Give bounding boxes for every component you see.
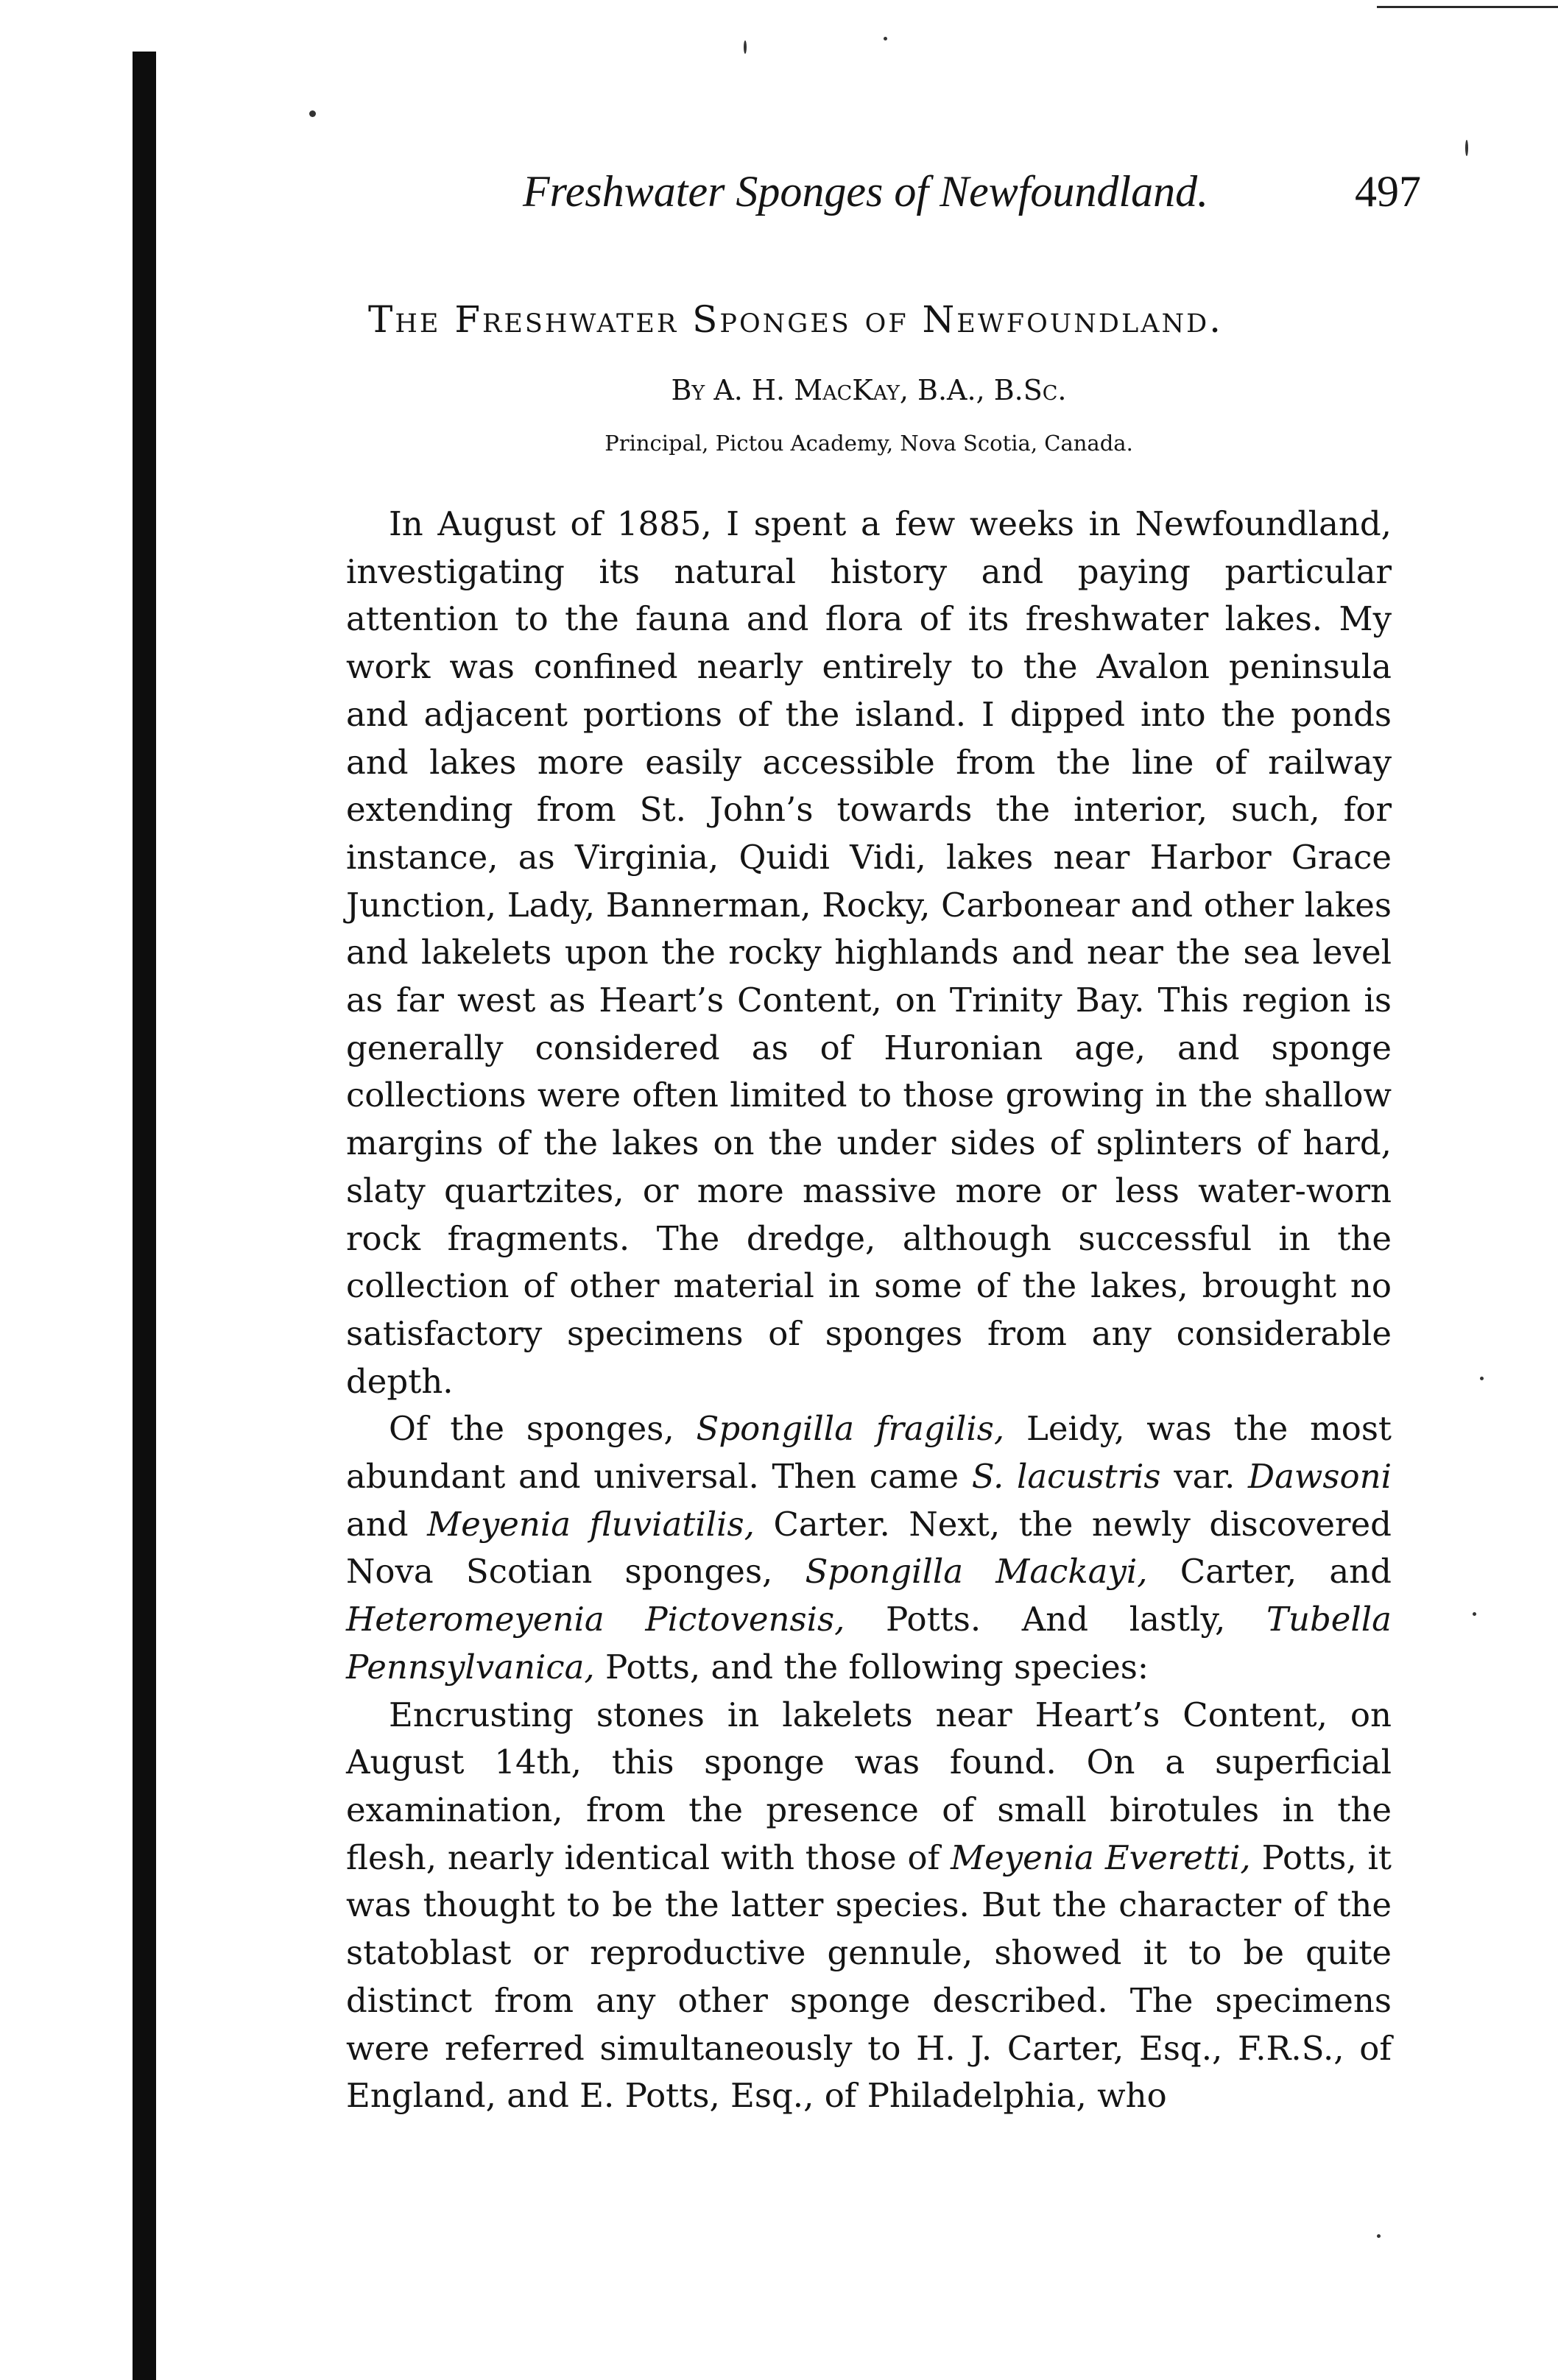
page-binding-edge	[133, 52, 156, 2380]
species-name: Tubella Pennsylvanica,	[346, 1600, 1392, 1687]
species-name: S. lacustris	[971, 1457, 1161, 1497]
text-run: Carter. Next, the newly discovered Nova Scotian sponges,	[346, 1504, 1392, 1592]
text-run: In August of 1885, I spent a few weeks in Newfoundland, investigating its natural history and paying particular attention to the fauna and flora of its freshwater lakes. My work was confined nearly entirely to the Avalon peninsula and adjacent portions of the island. I dipped into the ponds and lakes more easily accessible from the line of railway extending from St. John’s towards the interior, such, for instance, as Virginia, Quidi Vidi, lakes near Harbor Grace Junction, Lady, Bannerman, Rocky, Carbonear and other lakes and lakelets upon the rocky highlands and near the sea level as far west as Heart’s Content, on Trinity Bay. This region is generally considered as of Huronian age, and sponge collections were often limited to those growing in the shallow margins of the lakes on the under sides of splinters of hard, slaty quartzites, or more massive more or less water-worn rock fragments. The dredge, although successful in the collection of other material in some of the lakes, brought no satisfactory specimens of sponges from any considerable depth.	[346, 504, 1392, 1401]
species-name: Spongilla Mackayi,	[805, 1552, 1148, 1592]
page-number: 497	[1355, 167, 1421, 216]
article-body	[346, 501, 1392, 2120]
text-run: Carter, and	[1147, 1552, 1392, 1592]
body-paragraph	[346, 1405, 1392, 1691]
text-run: Leidy, was the most abundant and universal. Then came	[346, 1409, 1392, 1497]
scan-speck	[884, 37, 887, 40]
scan-speck	[1473, 1612, 1476, 1616]
text-run: Potts, it was thought to be the latter species. But the character of the statoblast or reproductive gennule, showed it to be quite distinct from any other sponge described. The specimens were referred simultaneously to H. J. Carter, Esq., F.R.S., of England, and E. Potts, Esq., of Philadelphia, who	[346, 1837, 1392, 2116]
text-run: and	[346, 1504, 428, 1544]
species-name: Heteromeyenia Pictovensis,	[346, 1600, 845, 1639]
text-run: var.	[1160, 1457, 1248, 1497]
body-paragraph	[346, 501, 1392, 1405]
text-run: Potts. And lastly,	[845, 1600, 1266, 1639]
species-name: Meyenia fluviatilis,	[427, 1504, 755, 1544]
scan-speck	[1465, 140, 1468, 156]
running-title: Freshwater Sponges of Newfoundland.	[523, 167, 1209, 216]
text-run: Encrusting stones in lakelets near Heart’s Content, on August 14th, this sponge was found. On a superficial examination, from the presence of small birotules in the flesh, nearly identical with those of	[346, 1695, 1392, 1877]
species-name: Spongilla fragilis,	[696, 1409, 1005, 1449]
scan-speck	[744, 40, 747, 54]
text-run: Of the sponges,	[389, 1409, 697, 1449]
article-byline: By A. H. MacKay, B.A., B.Sc.	[671, 374, 1067, 406]
scan-speck	[1480, 1377, 1484, 1380]
author-affiliation: Principal, Pictou Academy, Nova Scotia, Canada.	[604, 431, 1133, 456]
article-title: The Freshwater Sponges of Newfoundland.	[368, 298, 1224, 341]
scan-speck	[309, 110, 316, 117]
scan-edge-rule	[1377, 6, 1558, 8]
text-run: Potts, and the following species:	[594, 1647, 1149, 1687]
species-name: Meyenia Everetti,	[951, 1837, 1251, 1877]
scan-speck	[1377, 2234, 1381, 2238]
species-name: Dawsoni	[1248, 1457, 1392, 1497]
body-paragraph	[346, 1692, 1392, 2120]
running-head	[346, 162, 1421, 221]
